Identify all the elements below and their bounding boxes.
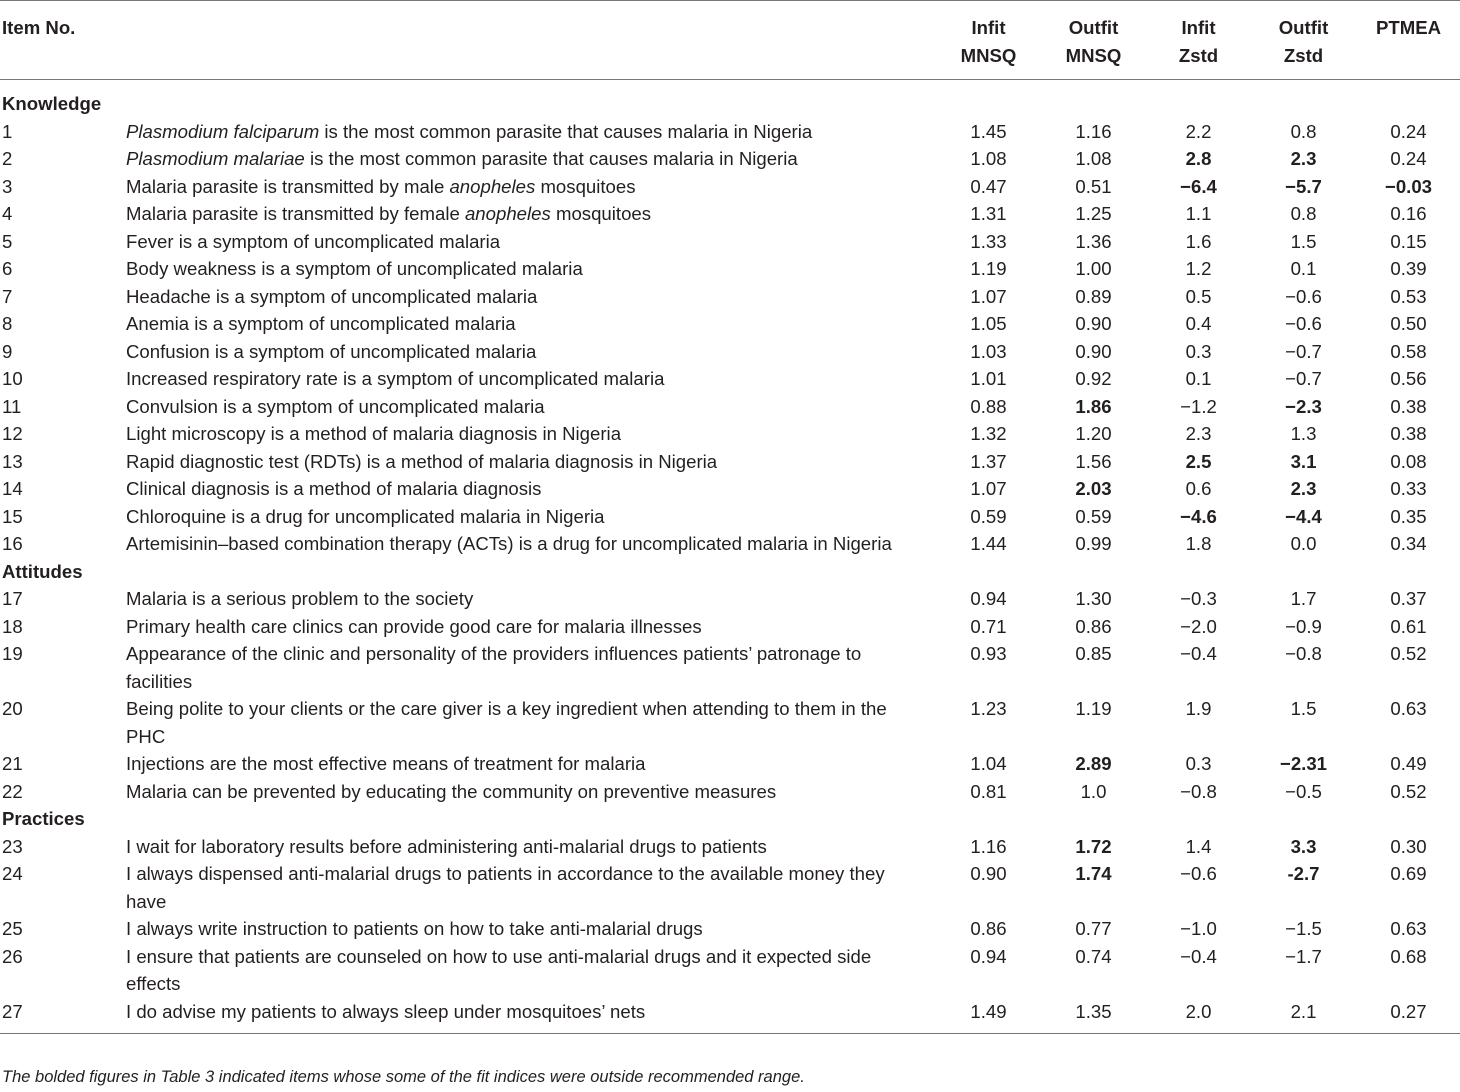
infit-mnsq-value: 1.32 [970,423,1007,444]
item-statement [126,530,936,558]
outfit-mnsq-value: 0.90 [1075,340,1112,362]
infit-mnsq-value: 1.31 [970,203,1007,224]
statement-text: I always write instruction to patients on how to take anti-malarial drugs [126,918,703,939]
outfit-mnsq-value: 1.16 [1075,120,1112,142]
item-number: 2 [2,148,13,169]
statement-text: Confusion is a symptom of uncomplicated malaria [126,340,537,362]
outfit-mnsq-value: 0.99 [1075,533,1112,554]
infit-mnsq-value: 0.88 [970,395,1007,417]
italic-term: Plasmodium malariae [126,148,305,169]
table-row [0,530,1460,558]
infit-mnsq-value: 0.86 [970,918,1007,939]
italic-term: anopheles [449,175,536,197]
outfit-zstd-value: −0.7 [1285,368,1322,389]
item-number: 18 [2,615,23,637]
infit-mnsq-value: 1.23 [970,698,1007,719]
outfit-zstd-value: 0.8 [1290,120,1317,142]
infit-zstd-value: −4.6 [1180,505,1217,527]
table-row [0,833,1460,861]
ptmea-value: −0.03 [1384,175,1433,197]
ptmea-value: 0.38 [1390,395,1427,417]
statement-text: Rapid diagnostic test (RDTs) is a method of malaria diagnosis in Nigeria [126,450,718,472]
statement-text: Malaria can be prevented by educating the community on preventive measures [126,780,777,802]
item-statement [126,393,936,421]
table-row [0,393,1460,421]
statement-text: Body weakness is a symptom of uncomplicated malaria [126,258,583,279]
column-header: Infit Zstd [1178,17,1219,66]
item-number: 14 [2,478,23,499]
statement-text: Anemia is a symptom of uncomplicated malaria [126,313,516,334]
item-statement [126,695,936,750]
infit-zstd-value: 1.2 [1185,258,1212,279]
ptmea-value: 0.50 [1390,313,1427,334]
outfit-zstd-value: −1.5 [1285,918,1322,939]
infit-mnsq-value: 0.94 [970,945,1007,967]
item-number: 21 [2,753,23,774]
item-statement [126,475,936,503]
outfit-zstd-value: −0.5 [1285,780,1322,802]
item-statement [126,833,936,861]
outfit-zstd-value: 2.1 [1290,1000,1317,1022]
infit-mnsq-value: 1.19 [970,258,1007,279]
infit-mnsq-value: 1.49 [970,1000,1007,1022]
outfit-mnsq-value: 1.19 [1075,698,1112,719]
statement-text: Appearance of the clinic and personality of the providers influences patients’ patronage to facilities [126,643,862,692]
infit-mnsq-value: 1.16 [970,835,1007,857]
table-row [0,200,1460,228]
item-number: 1 [2,120,13,142]
outfit-mnsq-value: 1.25 [1075,203,1112,224]
ptmea-value: 0.56 [1390,368,1427,389]
infit-zstd-value: 1.6 [1185,230,1212,252]
section-title: Attitudes [2,560,83,582]
outfit-zstd-value: −2.31 [1279,753,1328,774]
item-statement [126,640,936,695]
infit-zstd-value: 1.8 [1185,533,1212,554]
ptmea-value: 0.53 [1390,285,1427,307]
infit-zstd-value: 2.0 [1185,1000,1212,1022]
outfit-zstd-value: 3.1 [1290,450,1317,472]
infit-mnsq-value: 1.44 [970,533,1007,554]
item-number: 17 [2,588,23,609]
table-row [0,118,1460,146]
statement-text: Being polite to your clients or the care giver is a key ingredient when attending to them in the PHC [126,698,887,747]
infit-mnsq-value: 1.37 [970,450,1007,472]
infit-zstd-value: −2.0 [1180,615,1217,637]
outfit-mnsq-value: 1.86 [1075,395,1112,417]
table-row [0,613,1460,641]
item-statement [126,228,936,256]
item-number: 12 [2,423,23,444]
item-number: 27 [2,1000,23,1022]
table-row [0,778,1460,806]
section-title: Knowledge [2,93,102,114]
outfit-zstd-value: 0.1 [1290,258,1317,279]
statement-text: Light microscopy is a method of malaria diagnosis in Nigeria [126,423,622,444]
table-row [0,283,1460,311]
infit-zstd-value: −0.4 [1180,945,1217,967]
outfit-mnsq-value: 0.51 [1075,175,1112,197]
item-statement [126,998,936,1034]
outfit-mnsq-value: 0.86 [1075,615,1112,637]
column-header: Item No. [2,17,76,38]
infit-zstd-value: −0.6 [1180,863,1217,884]
infit-zstd-value: 2.5 [1185,450,1212,472]
ptmea-value: 0.61 [1390,615,1427,637]
table-row [0,145,1460,173]
infit-zstd-value: 0.6 [1185,478,1212,499]
outfit-zstd-value: 0.0 [1290,533,1317,554]
infit-mnsq-value: 1.08 [970,148,1007,169]
infit-zstd-value: 0.4 [1185,313,1212,334]
column-header [126,1,936,80]
item-number: 15 [2,505,23,527]
statement-text: Chloroquine is a drug for uncomplicated malaria in Nigeria [126,505,605,527]
infit-mnsq-value: 1.04 [970,753,1007,774]
statement-text: is the most common parasite that causes malaria in Nigeria [319,120,813,142]
section-header-row [0,558,1460,586]
item-statement [126,943,936,998]
statement-text: I wait for laboratory results before administering anti-malarial drugs to patients [126,835,767,857]
outfit-zstd-value: 2.3 [1290,148,1317,169]
item-statement [126,778,936,806]
item-statement [126,365,936,393]
item-number: 3 [2,175,13,197]
outfit-zstd-value: −0.7 [1285,340,1322,362]
infit-mnsq-value: 0.93 [970,643,1007,664]
outfit-mnsq-value: 0.74 [1075,945,1112,967]
item-number: 19 [2,643,23,664]
ptmea-value: 0.24 [1390,120,1427,142]
item-number: 8 [2,313,13,334]
outfit-zstd-value: −4.4 [1285,505,1322,527]
infit-zstd-value: 2.2 [1185,120,1212,142]
infit-zstd-value: −0.3 [1180,588,1217,609]
outfit-zstd-value: 1.5 [1290,230,1317,252]
item-number: 11 [2,395,22,417]
infit-zstd-value: 0.3 [1185,753,1212,774]
item-statement [126,173,936,201]
statement-text: mosquitoes [550,203,652,224]
infit-mnsq-value: 1.05 [970,313,1007,334]
italic-term: Plasmodium falciparum [126,120,320,142]
column-header: PTMEA [1375,17,1442,38]
outfit-zstd-value: −5.7 [1285,175,1322,197]
infit-zstd-value: −6.4 [1180,175,1217,197]
infit-zstd-value: 2.3 [1185,423,1212,444]
italic-term: anopheles [464,203,551,224]
item-statement [126,613,936,641]
outfit-zstd-value: 1.3 [1290,423,1317,444]
item-statement [126,915,936,943]
outfit-mnsq-value: 1.0 [1080,780,1107,802]
infit-mnsq-value: 1.07 [970,285,1007,307]
ptmea-value: 0.35 [1390,505,1427,527]
ptmea-value: 0.16 [1390,203,1427,224]
infit-zstd-value: −1.0 [1180,918,1217,939]
infit-zstd-value: 1.9 [1185,698,1212,719]
outfit-zstd-value: 2.3 [1290,478,1317,499]
statement-text: Malaria parasite is transmitted by female [126,203,465,224]
item-statement [126,145,936,173]
item-number: 13 [2,450,23,472]
statement-text: Injections are the most effective means of treatment for malaria [126,753,646,774]
outfit-mnsq-value: 0.89 [1075,285,1112,307]
table-body [0,80,1460,1034]
table-footnote: The bolded figures in Table 3 indicated items whose some of the fit indices were outside recommended range. [2,1068,805,1086]
item-number: 23 [2,835,23,857]
infit-mnsq-value: 0.71 [970,615,1007,637]
outfit-mnsq-value: 1.00 [1075,258,1112,279]
column-header: Outfit MNSQ [1065,17,1122,66]
infit-zstd-value: 1.1 [1185,203,1212,224]
item-number: 16 [2,533,23,554]
statement-text: Fever is a symptom of uncomplicated malaria [126,230,501,252]
ptmea-value: 0.68 [1390,945,1427,967]
table-row [0,640,1460,695]
item-number: 24 [2,863,23,884]
section-title: Practices [2,808,85,829]
outfit-mnsq-value: 0.85 [1075,643,1112,664]
ptmea-value: 0.24 [1390,148,1427,169]
table-row [0,338,1460,366]
item-statement [126,503,936,531]
statement-text: Malaria parasite is transmitted by male [126,175,450,197]
item-number: 26 [2,945,23,967]
item-statement [126,338,936,366]
table-row [0,860,1460,915]
ptmea-value: 0.27 [1390,1000,1427,1022]
table-row [0,365,1460,393]
infit-mnsq-value: 1.03 [970,340,1007,362]
statement-text: I ensure that patients are counseled on how to use anti-malarial drugs and it expected side effects [126,945,872,994]
item-statement [126,860,936,915]
outfit-mnsq-value: 1.20 [1075,423,1112,444]
table-row [0,585,1460,613]
outfit-zstd-value: −2.3 [1285,395,1322,417]
ptmea-value: 0.52 [1390,780,1427,802]
ptmea-value: 0.33 [1390,478,1427,499]
outfit-mnsq-value: 1.36 [1075,230,1112,252]
infit-mnsq-value: 1.33 [970,230,1007,252]
infit-zstd-value: 2.8 [1185,148,1212,169]
item-number: 5 [2,230,13,252]
ptmea-value: 0.38 [1390,423,1427,444]
outfit-mnsq-value: 1.72 [1075,835,1112,857]
ptmea-value: 0.34 [1390,533,1427,554]
outfit-mnsq-value: 0.59 [1075,505,1112,527]
table-row [0,448,1460,476]
infit-mnsq-value: 0.47 [970,175,1007,197]
item-number: 25 [2,918,23,939]
infit-zstd-value: 1.4 [1185,835,1212,857]
infit-mnsq-value: 1.01 [970,368,1007,389]
statement-text: Malaria is a serious problem to the society [126,588,474,609]
outfit-mnsq-value: 1.30 [1075,588,1112,609]
outfit-mnsq-value: 1.74 [1075,863,1112,884]
ptmea-value: 0.49 [1390,753,1427,774]
ptmea-value: 0.69 [1390,863,1427,884]
infit-mnsq-value: 1.07 [970,478,1007,499]
item-number: 22 [2,780,23,802]
infit-mnsq-value: 0.90 [970,863,1007,884]
infit-mnsq-value: 1.45 [970,120,1007,142]
item-statement [126,420,936,448]
item-number: 4 [2,203,13,224]
infit-mnsq-value: 0.59 [970,505,1007,527]
item-number: 20 [2,698,23,719]
statement-text: I always dispensed anti-malarial drugs to patients in accordance to the available money they have [126,863,885,912]
outfit-mnsq-value: 1.08 [1075,148,1112,169]
item-statement [126,585,936,613]
ptmea-value: 0.30 [1390,835,1427,857]
ptmea-value: 0.15 [1390,230,1427,252]
outfit-zstd-value: −0.6 [1285,313,1322,334]
infit-zstd-value: −0.4 [1180,643,1217,664]
ptmea-value: 0.63 [1390,918,1427,939]
header-row [0,1,1460,80]
section-header-row [0,80,1460,118]
outfit-zstd-value: 1.5 [1290,698,1317,719]
statement-text: mosquitoes [535,175,636,197]
table-row [0,750,1460,778]
statement-text: Primary health care clinics can provide good care for malaria illnesses [126,615,702,637]
table-row [0,695,1460,750]
table-row [0,255,1460,283]
statement-text: Headache is a symptom of uncomplicated malaria [126,285,538,307]
outfit-mnsq-value: 2.03 [1075,478,1112,499]
outfit-zstd-value: -2.7 [1287,863,1320,884]
outfit-mnsq-value: 1.35 [1075,1000,1112,1022]
item-statement [126,448,936,476]
outfit-mnsq-value: 2.89 [1075,753,1112,774]
outfit-zstd-value: −0.6 [1285,285,1322,307]
statement-text: Increased respiratory rate is a symptom of uncomplicated malaria [126,368,665,389]
statement-text: Artemisinin–based combination therapy (ACTs) is a drug for uncomplicated malaria in Nigeria [126,533,892,554]
outfit-mnsq-value: 1.56 [1075,450,1112,472]
outfit-zstd-value: −0.8 [1285,643,1322,664]
table-row [0,998,1460,1034]
ptmea-value: 0.08 [1390,450,1427,472]
outfit-mnsq-value: 0.92 [1075,368,1112,389]
item-statement [126,255,936,283]
table-row [0,475,1460,503]
statement-text: is the most common parasite that causes malaria in Nigeria [304,148,798,169]
statement-text: Clinical diagnosis is a method of malaria diagnosis [126,478,542,499]
item-number: 7 [2,285,13,307]
table-row [0,503,1460,531]
infit-zstd-value: −1.2 [1180,395,1217,417]
item-statement [126,283,936,311]
outfit-zstd-value: 1.7 [1290,588,1317,609]
table-header [0,1,1460,80]
section-header-row [0,805,1460,833]
item-number: 10 [2,368,23,389]
item-number: 9 [2,340,13,362]
table-row [0,310,1460,338]
infit-mnsq-value: 0.94 [970,588,1007,609]
outfit-mnsq-value: 0.77 [1075,918,1112,939]
ptmea-value: 0.39 [1390,258,1427,279]
table-row [0,173,1460,201]
infit-zstd-value: 0.1 [1185,368,1212,389]
table-row [0,915,1460,943]
infit-mnsq-value: 0.81 [970,780,1007,802]
item-statement [126,310,936,338]
infit-zstd-value: 0.3 [1185,340,1212,362]
item-statement [126,750,936,778]
outfit-zstd-value: 0.8 [1290,203,1317,224]
item-number: 6 [2,258,13,279]
ptmea-value: 0.58 [1390,340,1427,362]
outfit-zstd-value: 3.3 [1290,835,1317,857]
item-statement [126,118,936,146]
infit-zstd-value: 0.5 [1185,285,1212,307]
table-row [0,420,1460,448]
column-header: Outfit Zstd [1278,17,1329,66]
infit-zstd-value: −0.8 [1180,780,1217,802]
statement-text: Convulsion is a symptom of uncomplicated malaria [126,395,545,417]
table-row [0,943,1460,998]
ptmea-value: 0.52 [1390,643,1427,664]
item-statement [126,200,936,228]
outfit-mnsq-value: 0.90 [1075,313,1112,334]
column-header: Infit MNSQ [960,17,1017,66]
statement-text: I do advise my patients to always sleep under mosquitoes’ nets [126,1000,646,1022]
outfit-zstd-value: −1.7 [1285,945,1322,967]
outfit-zstd-value: −0.9 [1285,615,1322,637]
ptmea-value: 0.37 [1390,588,1427,609]
table-row [0,228,1460,256]
ptmea-value: 0.63 [1390,698,1427,719]
